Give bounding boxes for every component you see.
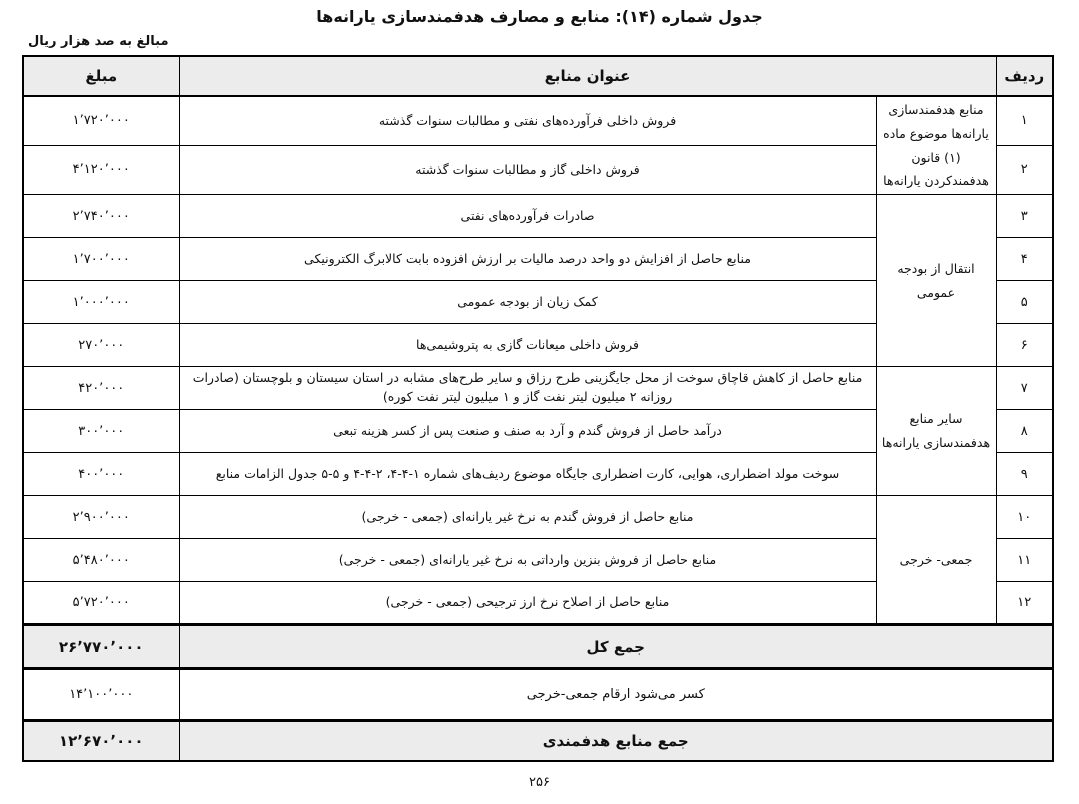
header-amount: مبلغ [23, 56, 179, 96]
table-row [23, 496, 1053, 539]
net-total-amount-cell: ۱۲٬۶۷۰٬۰۰۰ [23, 721, 179, 761]
row-number-cell: ۱۰ [996, 496, 1053, 539]
group-label-cell: منابع هدفمندسازی یارانه‌ها موضوع ماده (۱) قانون هدفمندکردن یارانه‌ها [876, 96, 996, 195]
source-title-cell: منابع حاصل از اصلاح نرخ ارز ترجیحی (جمعی - خرجی) [179, 582, 876, 625]
amount-cell: ۴٬۱۲۰٬۰۰۰ [23, 145, 179, 194]
source-title-cell: درآمد حاصل از فروش گندم و آرد به صنف و صنعت پس از کسر هزینه تبعی [179, 410, 876, 453]
source-title-cell: صادرات فرآورده‌های نفتی [179, 195, 876, 238]
row-number-cell: ۵ [996, 281, 1053, 324]
source-title-cell: کمک زیان از بودجه عمومی [179, 281, 876, 324]
deduction-amount-cell: ۱۴٬۱۰۰٬۰۰۰ [23, 669, 179, 721]
source-title-cell: فروش داخلی گاز و مطالبات سنوات گذشته [179, 145, 876, 194]
row-number-cell: ۴ [996, 238, 1053, 281]
amount-cell: ۲۷۰٬۰۰۰ [23, 324, 179, 367]
amount-cell: ۳۰۰٬۰۰۰ [23, 410, 179, 453]
row-number-cell: ۱۱ [996, 539, 1053, 582]
amount-cell: ۵٬۷۲۰٬۰۰۰ [23, 582, 179, 625]
amount-cell: ۱٬۷۰۰٬۰۰۰ [23, 238, 179, 281]
group-label-cell: انتقال از بودجه عمومی [876, 195, 996, 367]
source-title-cell: فروش داخلی میعانات گازی به پتروشیمی‌ها [179, 324, 876, 367]
source-title-cell: منابع حاصل از فروش گندم به نرخ غیر یارانه‌ای (جمعی - خرجی) [179, 496, 876, 539]
source-title-cell: منابع حاصل از افزایش دو واحد درصد مالیات بر ارزش افزوده بابت کالابرگ الکترونیکی [179, 238, 876, 281]
header-row [23, 56, 1053, 96]
deduction-label-cell: کسر می‌شود ارقام جمعی-خرجی [179, 669, 1053, 721]
group-label-cell: سایر منابع هدفمندسازی یارانه‌ها [876, 367, 996, 496]
row-number-cell: ۶ [996, 324, 1053, 367]
amount-cell: ۵٬۴۸۰٬۰۰۰ [23, 539, 179, 582]
deduction-row [23, 669, 1053, 721]
table-row [23, 96, 1053, 145]
amount-cell: ۲٬۷۴۰٬۰۰۰ [23, 195, 179, 238]
row-number-cell: ۸ [996, 410, 1053, 453]
group-label-cell: جمعی- خرجی [876, 496, 996, 625]
row-number-cell: ۱ [996, 96, 1053, 145]
row-number-cell: ۷ [996, 367, 1053, 410]
row-number-cell: ۹ [996, 453, 1053, 496]
source-title-cell: فروش داخلی فرآورده‌های نفتی و مطالبات سنوات گذشته [179, 96, 876, 145]
header-source-title: عنوان منابع [179, 56, 996, 96]
amount-cell: ۲٬۹۰۰٬۰۰۰ [23, 496, 179, 539]
table-row [23, 367, 1053, 410]
row-number-cell: ۱۲ [996, 582, 1053, 625]
net-total-label-cell: جمع منابع هدفمندی [179, 721, 1053, 761]
total-label-cell: جمع کل [179, 625, 1053, 669]
grand-total-row [23, 625, 1053, 669]
row-number-cell: ۳ [996, 195, 1053, 238]
page-number: ۲۵۶ [529, 775, 550, 790]
net-total-row [23, 721, 1053, 761]
subsidy-sources-table [22, 55, 1054, 762]
amount-cell: ۴۰۰٬۰۰۰ [23, 453, 179, 496]
document-title: جدول شماره (۱۴): منابع و مصارف هدفمندسازی یارانه‌ها [316, 7, 763, 26]
amount-cell: ۴۲۰٬۰۰۰ [23, 367, 179, 410]
table-row [23, 195, 1053, 238]
source-title-cell: سوخت مولد اضطراری، هوایی، کارت اضطراری جایگاه موضوع ردیف‌های شماره ۱-۴-۴، ۲-۴-۴ و ۵-۵ جدول الزامات منابع [179, 453, 876, 496]
unit-note: مبالغ به صد هزار ریال [28, 34, 169, 49]
header-row-number: ردیف [996, 56, 1053, 96]
amount-cell: ۱٬۷۲۰٬۰۰۰ [23, 96, 179, 145]
amount-cell: ۱٬۰۰۰٬۰۰۰ [23, 281, 179, 324]
source-title-cell: منابع حاصل از کاهش قاچاق سوخت از محل جایگزینی طرح رزاق و سایر طرح‌های مشابه در استان سیستان و بلوچستان (صادرات روزانه ۲ میلیون لیتر نفت گاز و ۱ میلیون لیتر نفت کوره) [179, 367, 876, 410]
source-title-cell: منابع حاصل از فروش بنزین وارداتی به نرخ غیر یارانه‌ای (جمعی - خرجی) [179, 539, 876, 582]
total-amount-cell: ۲۶٬۷۷۰٬۰۰۰ [23, 625, 179, 669]
row-number-cell: ۲ [996, 145, 1053, 194]
